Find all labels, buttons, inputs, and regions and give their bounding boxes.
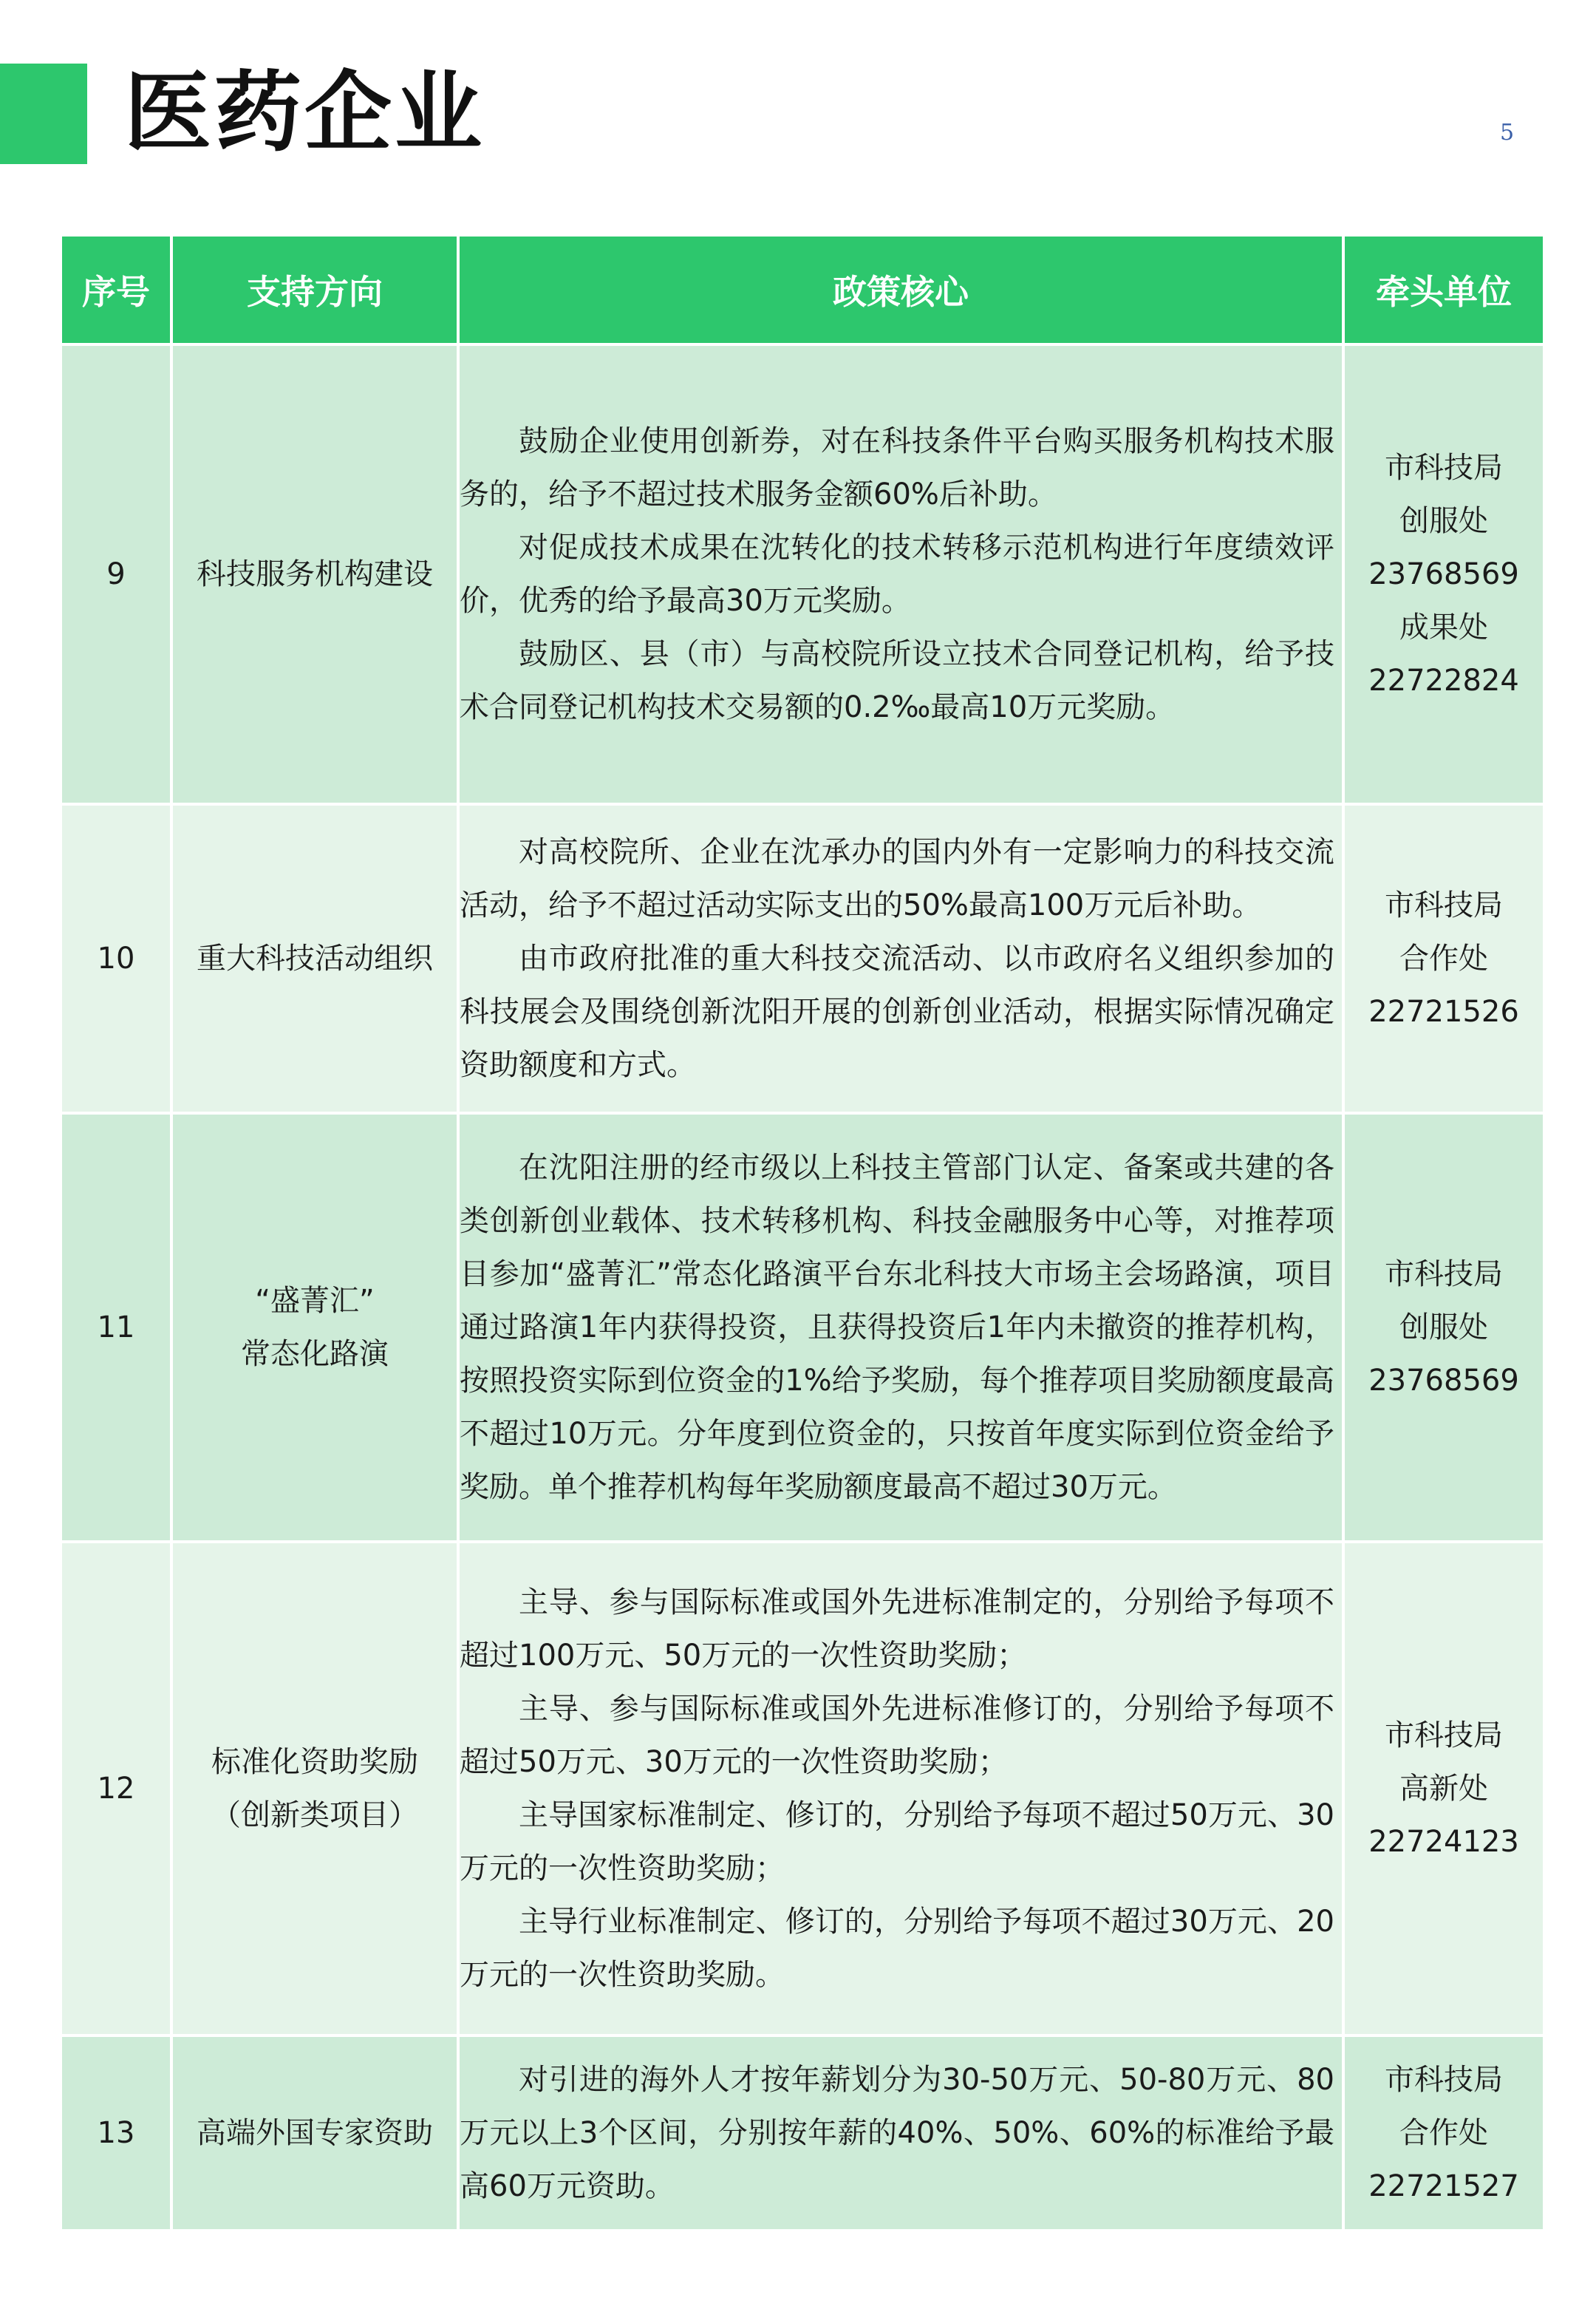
policy-table xyxy=(59,234,1546,2232)
support-direction-line: 科技服务机构建设 xyxy=(197,557,433,591)
column-header-no: 序号 xyxy=(62,237,170,343)
support-direction xyxy=(173,1115,457,1540)
support-direction-line: （创新类项目） xyxy=(211,1798,418,1832)
policy-core xyxy=(460,346,1342,803)
row-number: 13 xyxy=(62,2037,170,2229)
support-direction xyxy=(173,1543,457,2034)
policy-paragraph: 主导国家标准制定、修订的，分别给予每项不超过50万元、30万元的一次性资助奖励； xyxy=(460,1798,1334,1885)
lead-unit-line: 高新处 xyxy=(1399,1772,1488,1806)
lead-unit-line: 23768569 xyxy=(1368,1364,1519,1398)
policy-paragraph: 对促成技术成果在沈转化的技术转移示范机构进行年度绩效评价，优秀的给予最高30万元奖励。 xyxy=(460,531,1334,618)
table-body xyxy=(62,346,1543,2229)
lead-unit xyxy=(1345,806,1543,1112)
support-direction xyxy=(173,2037,457,2229)
lead-unit-line: 创服处 xyxy=(1399,504,1488,538)
policy-paragraph: 由市政府批准的重大科技交流活动、以市政府名义组织参加的科技展会及围绕创新沈阳开展的创新创业活动，根据实际情况确定资助额度和方式。 xyxy=(460,942,1334,1082)
lead-unit-line: 23768569 xyxy=(1368,557,1519,591)
table-row xyxy=(62,1543,1543,2034)
table-row xyxy=(62,1115,1543,1540)
table-header-row xyxy=(62,237,1543,343)
lead-unit-line: 创服处 xyxy=(1399,1310,1488,1344)
lead-unit-line: 22722824 xyxy=(1368,664,1519,698)
support-direction-line: 常态化路演 xyxy=(241,1337,389,1371)
column-header-core: 政策核心 xyxy=(460,237,1342,343)
lead-unit xyxy=(1345,1115,1543,1540)
lead-unit xyxy=(1345,2037,1543,2229)
page-title: 医药企业 xyxy=(124,61,485,163)
policy-paragraph: 在沈阳注册的经市级以上科技主管部门认定、备案或共建的各类创新创业载体、技术转移机构、科技金融服务中心等，对推荐项目参加“盛菁汇”常态化路演平台东北科技大市场主会场路演，项目通过路演1年内获得投资，且获得投资后1年内未撤资的推荐机构，按照投资实际到位资金的1%给予奖励，每个推荐项目奖励额度最高不超过10万元。分年度到位资金的，只按首年度实际到位资金给予奖励。单个推荐机构每年奖励额度最高不超过30万元。 xyxy=(460,1151,1334,1504)
table-row xyxy=(62,806,1543,1112)
support-direction-line: 标准化资助奖励 xyxy=(211,1745,418,1779)
lead-unit-line: 22724123 xyxy=(1368,1825,1519,1859)
policy-paragraph: 主导行业标准制定、修订的，分别给予每项不超过30万元、20万元的一次性资助奖励。 xyxy=(460,1905,1334,1992)
column-header-unit: 牵头单位 xyxy=(1345,237,1543,343)
support-direction xyxy=(173,806,457,1112)
support-direction-line: “盛菁汇” xyxy=(255,1284,375,1318)
row-number: 11 xyxy=(62,1115,170,1540)
policy-paragraph: 主导、参与国际标准或国外先进标准修订的，分别给予每项不超过50万元、30万元的一次性资助奖励； xyxy=(460,1692,1334,1779)
lead-unit xyxy=(1345,1543,1543,2034)
lead-unit-line: 22721526 xyxy=(1368,995,1519,1029)
lead-unit-line: 市科技局 xyxy=(1385,1257,1503,1291)
policy-paragraph: 对高校院所、企业在沈承办的国内外有一定影响力的科技交流活动，给予不超过活动实际支出的50%最高100万元后补助。 xyxy=(460,835,1334,922)
support-direction-line: 重大科技活动组织 xyxy=(197,942,433,976)
table-row xyxy=(62,346,1543,803)
lead-unit-line: 市科技局 xyxy=(1385,451,1503,485)
row-number: 12 xyxy=(62,1543,170,2034)
lead-unit xyxy=(1345,346,1543,803)
policy-paragraph: 鼓励企业使用创新券，对在科技条件平台购买服务机构技术服务的，给予不超过技术服务金额60%后补助。 xyxy=(460,424,1334,511)
policy-core xyxy=(460,2037,1342,2229)
page-number: 5 xyxy=(1500,120,1515,146)
support-direction xyxy=(173,346,457,803)
title-accent-bar xyxy=(0,64,87,164)
row-number: 9 xyxy=(62,346,170,803)
policy-paragraph: 对引进的海外人才按年薪划分为30-50万元、50-80万元、80万元以上3个区间，分别按年薪的40%、50%、60%的标准给予最高60万元资助。 xyxy=(460,2063,1334,2203)
lead-unit-line: 合作处 xyxy=(1399,942,1488,976)
lead-unit-line: 22721527 xyxy=(1368,2169,1519,2203)
lead-unit-line: 市科技局 xyxy=(1385,2063,1503,2097)
lead-unit-line: 成果处 xyxy=(1399,610,1488,644)
support-direction-line: 高端外国专家资助 xyxy=(197,2116,433,2150)
lead-unit-line: 合作处 xyxy=(1399,2116,1488,2150)
column-header-direction: 支持方向 xyxy=(173,237,457,343)
policy-paragraph: 主导、参与国际标准或国外先进标准制定的，分别给予每项不超过100万元、50万元的一次性资助奖励； xyxy=(460,1585,1334,1673)
lead-unit-line: 市科技局 xyxy=(1385,888,1503,922)
policy-core xyxy=(460,1115,1342,1540)
policy-core xyxy=(460,806,1342,1112)
policy-paragraph: 鼓励区、县（市）与高校院所设立技术合同登记机构，给予技术合同登记机构技术交易额的0.2‰最高10万元奖励。 xyxy=(460,637,1334,724)
policy-core xyxy=(460,1543,1342,2034)
row-number: 10 xyxy=(62,806,170,1112)
table-row xyxy=(62,2037,1543,2229)
lead-unit-line: 市科技局 xyxy=(1385,1718,1503,1752)
